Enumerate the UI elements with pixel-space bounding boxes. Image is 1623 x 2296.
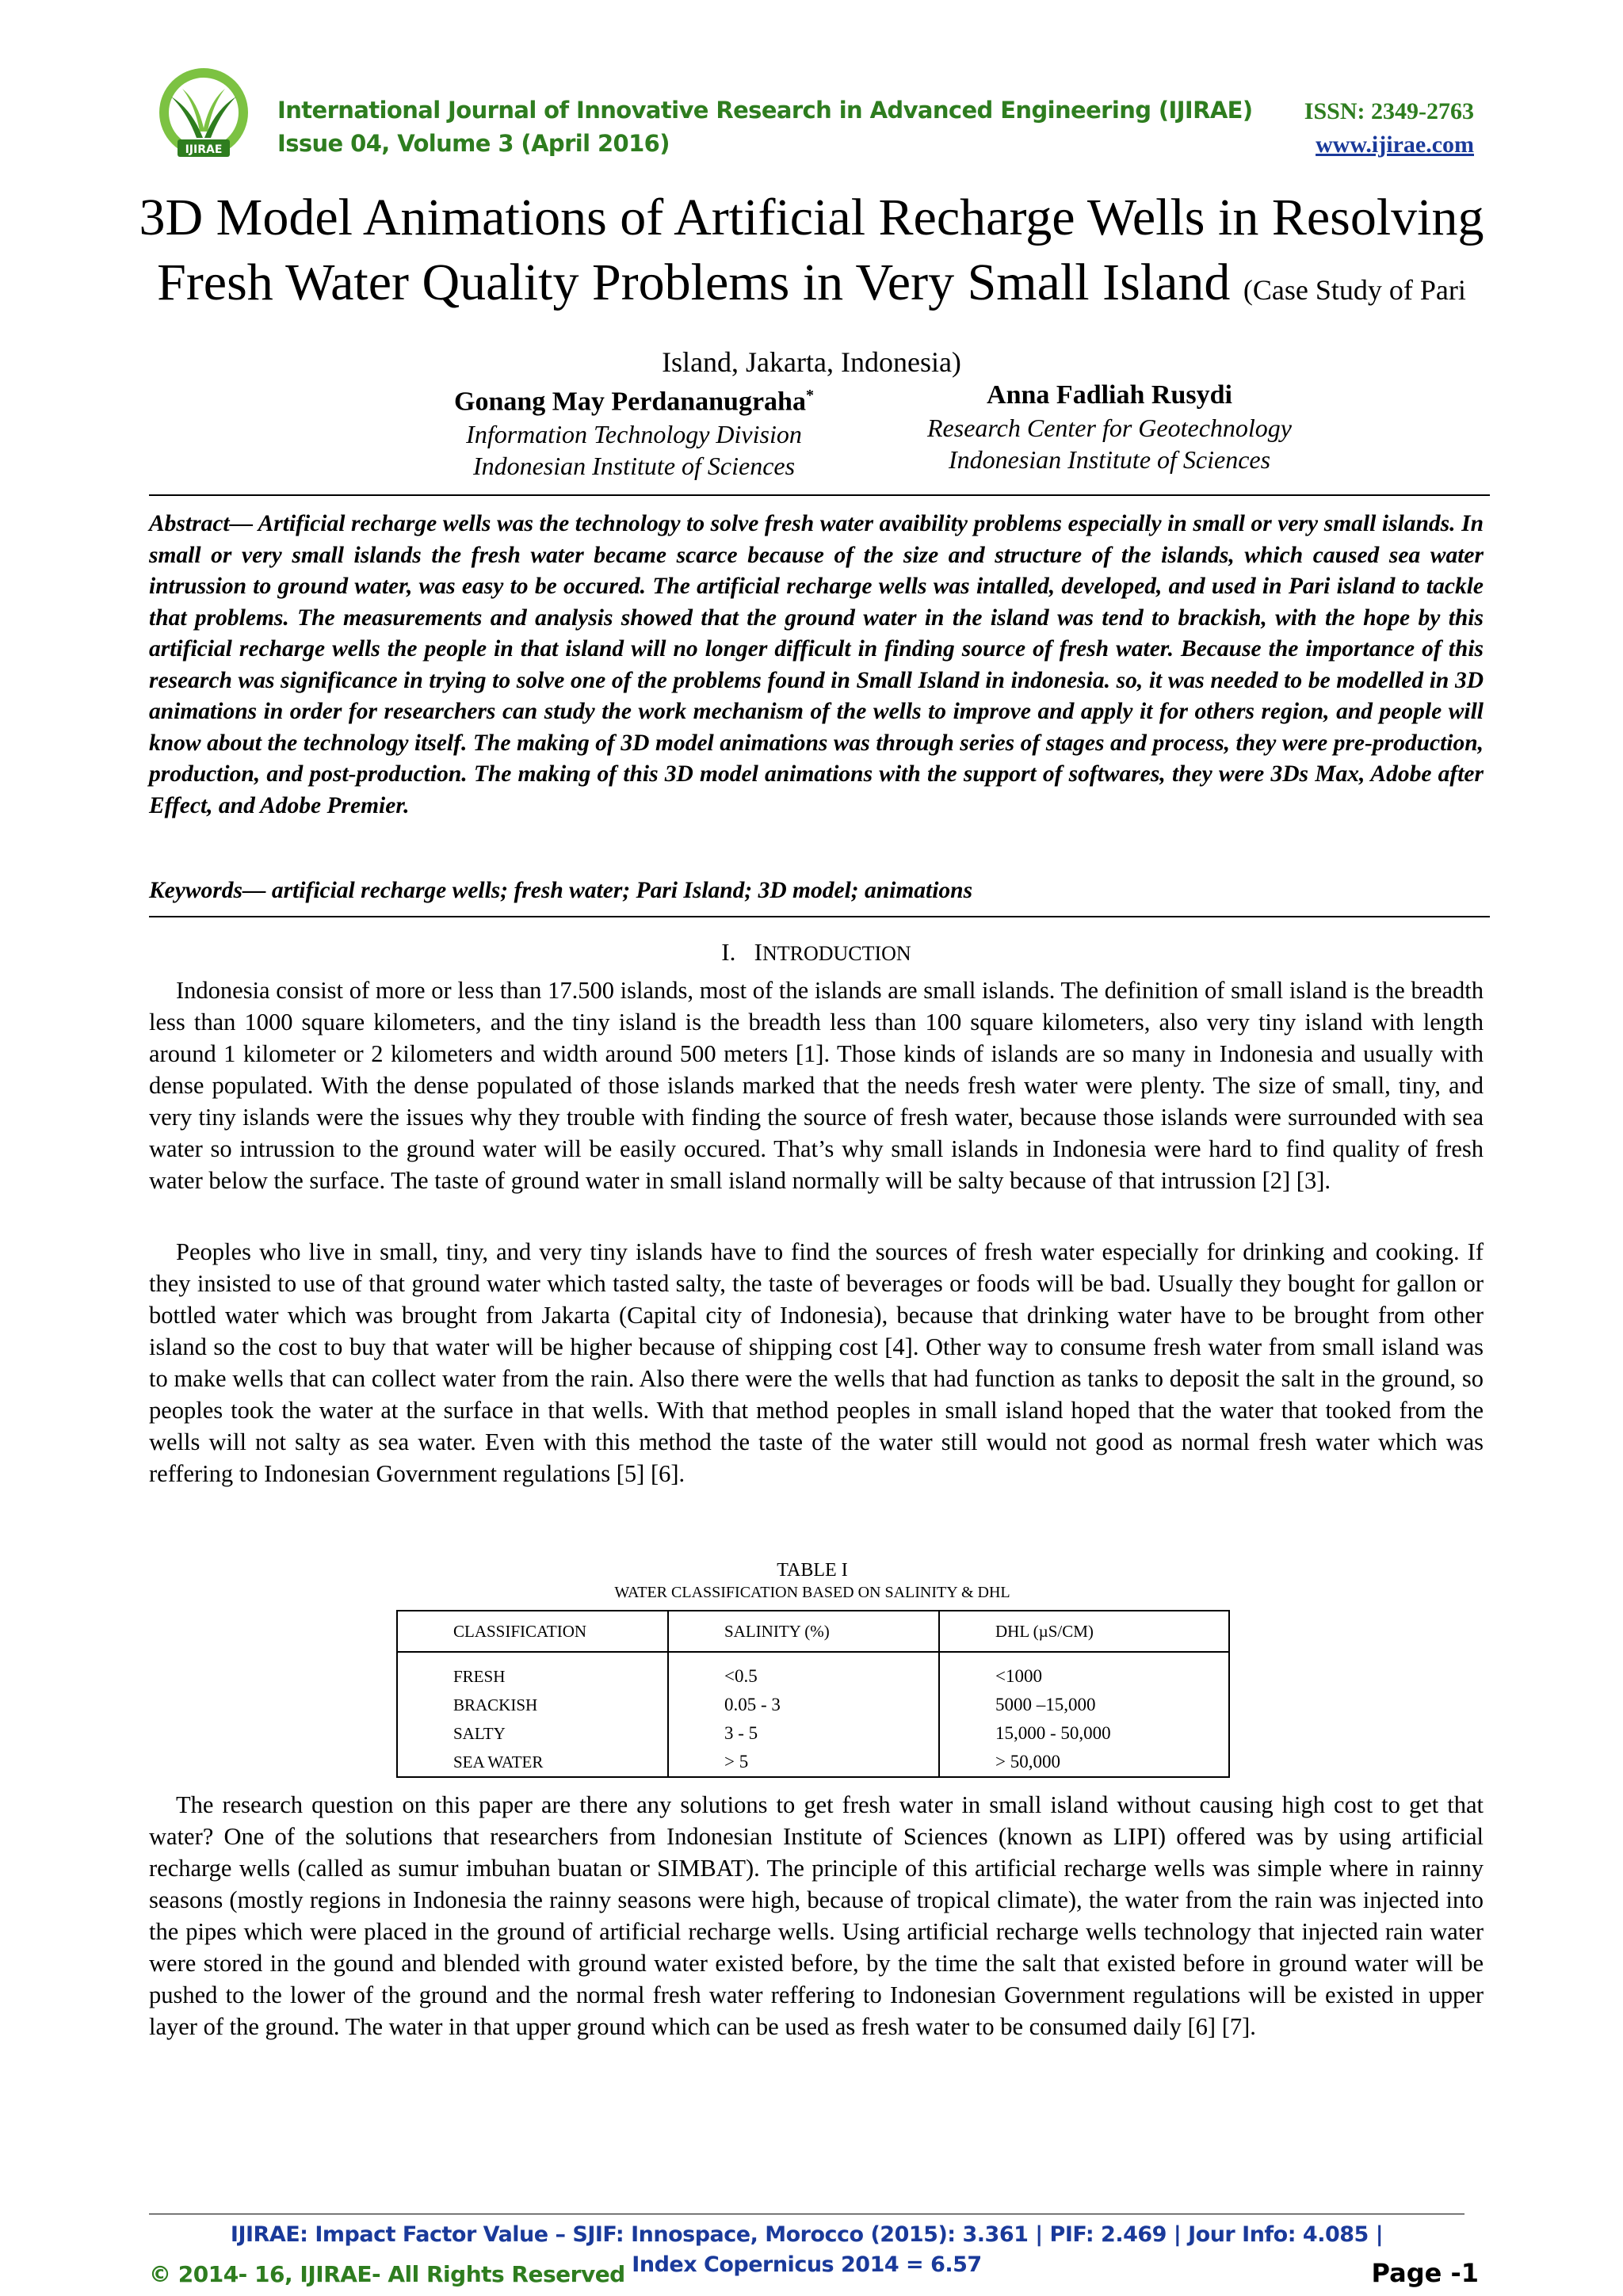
table-header-salinity: SALINITY (%): [668, 1611, 939, 1652]
table-row: [397, 1691, 1229, 1719]
footer-impact-line-2: Index Copernicus 2014 = 6.57: [632, 2252, 982, 2277]
divider-top: [149, 494, 1490, 496]
table-label: TABLE I: [777, 1560, 848, 1581]
keywords-text: artificial recharge wells; fresh water; Pari Island; 3D model; animations: [265, 878, 973, 903]
table-cell: > 5: [668, 1748, 939, 1777]
author-1-division: Information Technology Division: [466, 420, 802, 449]
section-title-first: I: [754, 938, 762, 966]
section-number: I.: [721, 938, 736, 966]
journal-logo-icon: [147, 65, 260, 166]
table-title: WATER CLASSIFICATION BASED ON SALINITY & DHL: [614, 1584, 1010, 1601]
table-cell: SALTY: [397, 1719, 668, 1748]
logo-lettering: IJIRAE: [185, 143, 223, 156]
abstract-text: Artificial recharge wells was the technology to solve fresh water avaibility problems especially in small or very small islands. In small or very small islands the fresh water became scarce because of the size and structure of the islands, which caused sea water intrussion to ground water, was easy to be occured. The artificial recharge wells was intalled, developed, and used in Pari island to tackle that problems. The measurements and analysis showed that the ground water in the island was tend to brackish, with the hope by this artificial recharge wells the people in that island will no longer difficult in finding source of fresh water. Because the importance of this research was significance in trying to solve one of the problems found in Small Island in indonesia. so, it was needed to be modelled in 3D animations in order for researchers can study the work mechanism of the wells to improve and apply it for others region, and people will know about the technology itself. The making of 3D model animations was through series of stages and process, they were pre-production, production, and post-production. The making of this 3D model animations with the support of softwares, they were 3Ds Max, Adobe after Effect, and Adobe Premier.: [149, 511, 1484, 818]
table-cell: 3 - 5: [668, 1719, 939, 1748]
journal-issue: Issue 04, Volume 3 (April 2016): [277, 130, 670, 157]
author-2-name: Anna Fadliah Rusydi: [987, 380, 1232, 410]
paper-title-text: 3D Model Animations of Artificial Recharge Wells in Resolving Fresh Water Quality Problems in Very Small Island: [139, 189, 1484, 311]
table-cell: 0.05 - 3: [668, 1691, 939, 1719]
table-row: [397, 1652, 1229, 1691]
keywords: [149, 875, 1484, 906]
table-cell: BRACKISH: [397, 1691, 668, 1719]
table-cell: <1000: [939, 1652, 1229, 1691]
section-title-rest: NTRODUCTION: [762, 942, 911, 965]
table-header-dhl: DHL (µS/CM): [939, 1611, 1229, 1652]
section-heading-introduction: [149, 938, 1484, 967]
paper-title: [119, 185, 1504, 395]
table-cell: <0.5: [668, 1652, 939, 1691]
author-1-institute: Indonesian Institute of Sciences: [472, 452, 796, 481]
table-cell: 5000 –15,000: [939, 1691, 1229, 1719]
table-row: [397, 1748, 1229, 1777]
table-caption: [396, 1559, 1228, 1604]
table-header-row: [397, 1611, 1229, 1652]
table-cell: FRESH: [397, 1652, 668, 1691]
paragraph-2: Peoples who live in small, tiny, and very tiny islands have to find the sources of fresh water especially for drinking and cooking. If they insisted to use of that ground water which tasted salty, the taste of beverages or foods will be bad. Usually they bought for gallon or bottled water which was brought from Jakarta (Capital city of Indonesia), because that drinking water have to be brought from other island so the cost to buy that water will be higher because of shipping cost [4]. Other way to consume fresh water from small island was to make wells that can collect water from the rain. Also there were the wells that had function as tanks to deposit the salt in the ground, so peoples took the water at the surface in that wells. With that method peoples in small island hoped that the water that tooked from the wells will not salty as sea water. Even with this method the taste of the water still would not good as normal fresh water which was reffering to Indonesian Government regulations [5] [6].: [149, 1238, 1484, 1487]
author-2-division: Research Center for Geotechnology: [926, 414, 1292, 442]
author-2: [864, 379, 1355, 475]
water-classification-table: [396, 1610, 1230, 1778]
divider-bottom: [149, 916, 1490, 917]
paper-subtitle: (Case Study of Pari Island, Jakarta, Indonesia): [662, 274, 1466, 378]
author-1-mark: *: [805, 387, 814, 404]
table-cell: > 50,000: [939, 1748, 1229, 1777]
table-header-classification: CLASSIFICATION: [397, 1611, 668, 1652]
table-cell: 15,000 - 50,000: [939, 1719, 1229, 1748]
paragraph-3: The research question on this paper are there any solutions to get fresh water in small island without causing high cost to get that water? One of the solutions that researchers from Indonesian Institute of Sciences (known as LIPI) offered was by using artificial recharge wells (called as sumur imbuhan buatan or SIMBAT). The principle of this artificial recharge wells was simple where in rainny seasons (mostly regions in Indonesia the rainny seasons were high, because of tropical climate), the water from the rain was injected into the pipes which were placed in the ground of artificial recharge wells. Using artificial recharge wells technology that injected rain water were stored in the gound and blended with ground water existed before, by the time the salt that existed before in ground water will be pushed to the lower of the ground and the normal fresh water reffering to Indonesian Government regulations will be existed in upper layer of the ground. The water in that upper ground which can be used as fresh water to be consumed daily [6] [7].: [149, 1791, 1484, 2040]
footer-copyright: © 2014- 16, IJIRAE- All Rights Reserved: [149, 2261, 625, 2287]
journal-website-link[interactable]: www.ijirae.com: [1316, 132, 1474, 158]
abstract-label: Abstract—: [149, 511, 254, 536]
table-cell: SEA WATER: [397, 1748, 668, 1777]
abstract: [149, 509, 1484, 822]
author-2-institute: Indonesian Institute of Sciences: [948, 445, 1271, 474]
author-1: [412, 379, 856, 482]
footer-impact-line-1: IJIRAE: Impact Factor Value – SJIF: Innospace, Morocco (2015): 3.361 | PIF: 2.469 | Jour Info: 4.085 |: [230, 2222, 1384, 2247]
journal-name: International Journal of Innovative Research in Advanced Engineering (IJIRAE): [277, 97, 1253, 124]
page-number: Page -1: [1371, 2258, 1479, 2288]
table-row: [397, 1719, 1229, 1748]
paragraph-1: Indonesia consist of more or less than 17.500 islands, most of the islands are small islands. The definition of small island is the breadth less than 1000 square kilometers, and the tiny island is the breadth less than 100 square kilometers, also very tiny island with length around 1 kilometer or 2 kilometers and width around 500 meters [1]. Those kinds of islands are so many in Indonesia and usually with dense populated. With the dense populated of those islands marked that the needs fresh water were plenty. The size of small, tiny, and very tiny islands were the issues why they trouble with finding the source of fresh water, because those islands were surrounded with sea water so intrussion to the ground water will be easily occured. That’s why small islands in Indonesia were hard to find quality of fresh water below the surface. The taste of ground water in small island normally will be salty because of that intrussion [2] [3].: [149, 977, 1484, 1194]
keywords-label: Keywords—: [149, 878, 266, 903]
author-1-name: Gonang May Perdananugraha: [454, 387, 806, 417]
journal-issn: ISSN: 2349-2763: [1304, 98, 1474, 124]
